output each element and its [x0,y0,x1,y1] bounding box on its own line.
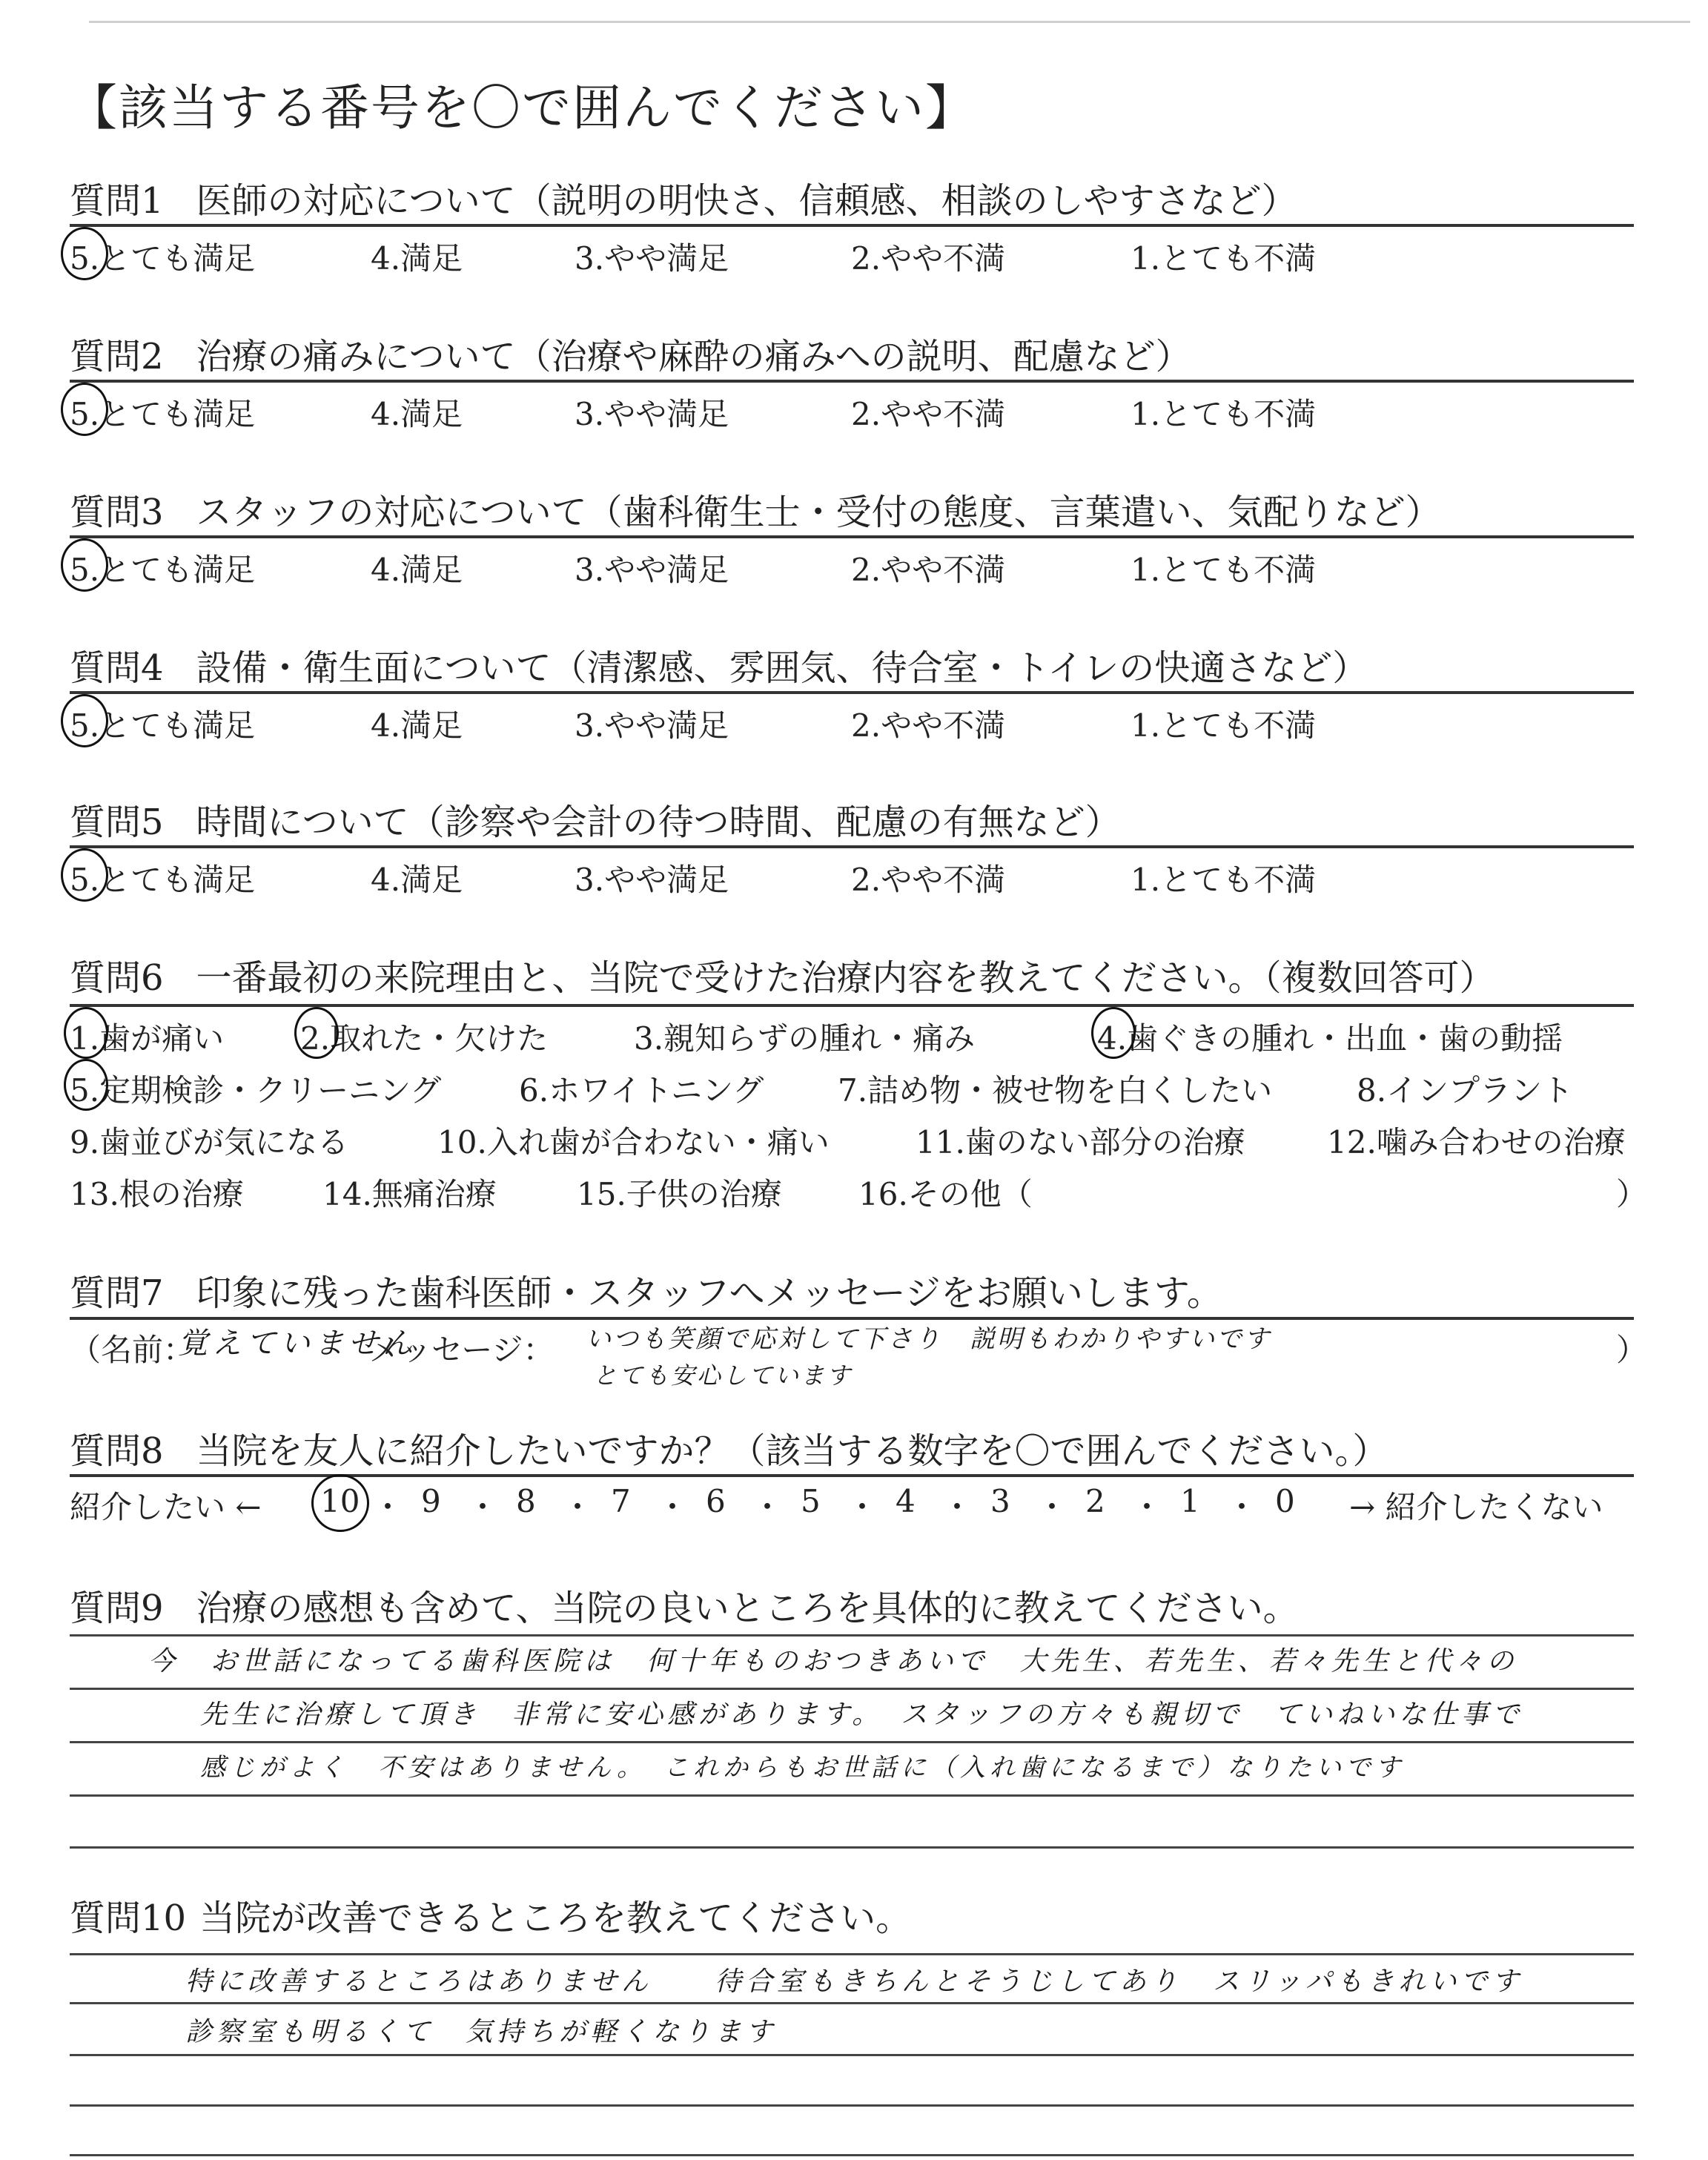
q1-selection-circle [61,227,108,280]
q8-scale-4[interactable]: 4 [896,1483,916,1519]
q9-line-5 [70,1846,1634,1849]
q3-option-1[interactable]: 1.とても不満 [1131,552,1317,588]
q8-rule [70,1474,1634,1477]
q9-heading [70,1579,1299,1631]
q4-option-3[interactable]: 3.やや満足 [575,707,729,744]
q10-line-5 [70,2154,1634,2156]
q9-answer-line-3: 感じがよく 不安はありません。 これからもお世話に（入れ歯になるまで）なりたいです [200,1753,1406,1783]
q4-text: 設備・衛生面について（清潔感、雰囲気、待合室・トイレの快適さなど） [196,647,1368,689]
q3-option-4[interactable]: 4.満足 [371,552,463,588]
q3-heading [70,483,1441,535]
q8-scale-separator: ・ [467,1489,499,1525]
q5-number: 質問5 [70,802,164,843]
q4-option-5[interactable]: 5.とても満足 [70,707,256,744]
q9-answer-line-2: 先生に治療して頂き 非常に安心感があります。 スタッフの方々も親切で ていねいな仕事で [200,1700,1524,1730]
q5-rule [70,845,1634,848]
q8-scale-separator: ・ [752,1489,784,1525]
q10-number: 質問10 [70,1898,187,1939]
q5-option-1[interactable]: 1.とても不満 [1131,862,1317,898]
q5-text: 時間について（診察や会計の待つ時間、配慮の有無など） [196,802,1121,843]
q6-option-13[interactable]: 13.根の治療 [70,1176,244,1212]
q6-option-15[interactable]: 15.子供の治療 [577,1176,782,1212]
q8-left-label: 紹介したい ← [70,1489,262,1525]
q6-number: 質問6 [70,957,164,999]
q8-selection-circle [311,1474,369,1532]
q7-name-label: （名前： [70,1332,195,1368]
q2-text: 治療の痛みについて（治療や麻酔の痛みへの説明、配慮など） [196,336,1191,377]
q10-text: 当院が改善できるところを教えてください。 [199,1898,912,1939]
q8-scale-separator: ・ [1036,1489,1068,1525]
q8-scale-9[interactable]: 9 [421,1483,441,1519]
q8-heading [70,1422,1388,1473]
q6-option-6[interactable]: 6.ホワイトニング [519,1072,764,1109]
q7-heading [70,1264,1222,1315]
q8-scale-7[interactable]: 7 [611,1483,631,1519]
q2-heading [70,328,1191,379]
q8-scale-separator: ・ [847,1489,878,1525]
q8-scale-6[interactable]: 6 [706,1483,726,1519]
q1-option-1[interactable]: 1.とても不満 [1131,240,1317,277]
q10-heading [70,1889,911,1941]
q1-option-3[interactable]: 3.やや満足 [575,240,729,277]
q10-line-2 [70,2002,1634,2004]
q1-option-2[interactable]: 2.やや不満 [851,240,1006,277]
q3-selection-circle [61,538,108,592]
q8-scale-10[interactable]: 10 [320,1483,360,1519]
q5-option-4[interactable]: 4.満足 [371,862,463,898]
q2-option-1[interactable]: 1.とても不満 [1131,396,1317,432]
q6-option-16[interactable]: 16.その他（ [858,1176,1033,1212]
page-title: 【該当する番号を〇で囲んでください】 [68,79,976,136]
q1-option-4[interactable]: 4.満足 [371,240,463,277]
q6-option-11[interactable]: 11.歯のない部分の治療 [916,1124,1245,1160]
q8-scale-0[interactable]: 0 [1275,1483,1295,1519]
q3-option-3[interactable]: 3.やや満足 [575,552,729,588]
q2-option-4[interactable]: 4.満足 [371,396,463,432]
top-divider [89,21,1690,23]
q2-option-5[interactable]: 5.とても満足 [70,396,256,432]
q8-scale-5[interactable]: 5 [801,1483,821,1519]
q5-option-3[interactable]: 3.やや満足 [575,862,729,898]
q9-answer-line-1: 今 お世話になってる歯科医院は 何十年ものおつきあいで 大先生、若先生、若々先生と代々の [148,1646,1518,1677]
q3-option-5[interactable]: 5.とても満足 [70,552,256,588]
q2-selection-circle [61,383,108,436]
q6-option-2[interactable]: 2.取れた・欠けた [300,1020,549,1057]
q5-heading [70,793,1121,845]
q10-line-1 [70,1953,1634,1955]
q6-option-1[interactable]: 1.歯が痛い [70,1020,225,1057]
q6-option-3[interactable]: 3.親知らずの腫れ・痛み [634,1020,976,1057]
q6-selection-circle-4 [1091,1007,1136,1059]
q5-option-2[interactable]: 2.やや不満 [851,862,1006,898]
q7-text: 印象に残った歯科医師・スタッフへメッセージをお願いします。 [196,1272,1222,1314]
q9-number: 質問9 [70,1588,164,1629]
q1-number: 質問1 [70,180,164,222]
q1-text: 医師の対応について（説明の明快さ、信頼感、相談のしやすさなど） [196,180,1297,222]
q3-rule [70,535,1634,538]
q9-line-4 [70,1794,1634,1797]
q6-option-9[interactable]: 9.歯並びが気になる [70,1124,349,1160]
q6-option-4[interactable]: 4.歯ぐきの腫れ・出血・歯の動揺 [1097,1020,1563,1057]
q4-selection-circle [61,694,108,747]
q6-option-5[interactable]: 5.定期検診・クリーニング [70,1072,442,1109]
q2-option-3[interactable]: 3.やや満足 [575,396,729,432]
q6-text: 一番最初の来院理由と、当院で受けた治療内容を教えてください。（複数回答可） [196,957,1495,999]
q7-close-paren: ） [1616,1332,1648,1368]
q6-heading [70,949,1495,1000]
q6-option-7[interactable]: 7.詰め物・被せ物を白くしたい [838,1072,1273,1109]
q9-line-1 [70,1634,1634,1636]
q8-right-label: → 紹介したくない [1349,1489,1603,1525]
q8-text: 当院を友人に紹介したいですか？（該当する数字を〇で囲んでください。） [196,1430,1388,1472]
q7-message-line-1: いつも笑顔で応対して下さり 説明もわかりやすいです [586,1324,1271,1354]
q4-option-1[interactable]: 1.とても不満 [1131,707,1317,744]
q2-number: 質問2 [70,336,164,377]
q8-scale-separator: ・ [372,1489,404,1525]
q9-text: 治療の感想も含めて、当院の良いところを具体的に教えてください。 [196,1588,1299,1629]
q7-number: 質問7 [70,1272,164,1314]
q2-rule [70,380,1634,383]
q3-text: スタッフの対応について（歯科衛生士・受付の態度、言葉遣い、気配りなど） [196,492,1441,533]
q1-heading [70,172,1297,223]
q8-scale-separator: ・ [1131,1489,1163,1525]
q7-message-label: メッセージ： [369,1332,555,1368]
q4-option-2[interactable]: 2.やや不満 [851,707,1006,744]
q6-option-8[interactable]: 8.インプラント [1357,1072,1574,1109]
q8-scale-separator: ・ [1226,1489,1258,1525]
q6-selection-circle-5 [64,1059,108,1111]
q8-scale-2[interactable]: 2 [1085,1483,1105,1519]
q5-option-5[interactable]: 5.とても満足 [70,862,256,898]
q4-number: 質問4 [70,647,164,689]
q6-option-10[interactable]: 10.入れ歯が合わない・痛い [437,1124,830,1160]
q8-scale-separator: ・ [562,1489,594,1525]
q4-option-4[interactable]: 4.満足 [371,707,463,744]
q7-name-value: 覚えていません [178,1327,417,1361]
q6-selection-circle-2 [294,1007,339,1059]
q2-option-2[interactable]: 2.やや不満 [851,396,1006,432]
q8-scale-8[interactable]: 8 [516,1483,536,1519]
q3-option-2[interactable]: 2.やや不満 [851,552,1006,588]
q8-number: 質問8 [70,1430,164,1472]
q1-rule [70,224,1634,227]
q6-rule [70,1004,1634,1007]
q8-scale-separator: ・ [657,1489,689,1525]
q10-line-4 [70,2104,1634,2107]
q8-scale-separator: ・ [941,1489,973,1525]
q5-selection-circle [61,848,108,902]
q1-option-5[interactable]: 5.とても満足 [70,240,256,277]
q8-scale-3[interactable]: 3 [990,1483,1010,1519]
q9-line-2 [70,1688,1634,1690]
q4-heading [70,639,1368,690]
q8-scale-1[interactable]: 1 [1180,1483,1200,1519]
q10-answer-line-2: 診察室も明るくて 気持ちが軽くなります [185,2017,778,2047]
q6-option-14[interactable]: 14.無痛治療 [322,1176,497,1212]
q9-line-3 [70,1741,1634,1743]
q7-message-line-2: とても安心しています [593,1361,853,1390]
q3-number: 質問3 [70,492,164,533]
q6-selection-circle-1 [64,1007,108,1059]
q10-answer-line-1: 特に改善するところはありません 待合室もきちんとそうじしてあり スリッパもきれいです [185,1966,1523,1997]
q10-line-3 [70,2054,1634,2056]
q6-other-close-paren: ） [1616,1176,1648,1212]
q6-option-12[interactable]: 12.噛み合わせの治療 [1327,1124,1626,1160]
q4-rule [70,691,1634,694]
